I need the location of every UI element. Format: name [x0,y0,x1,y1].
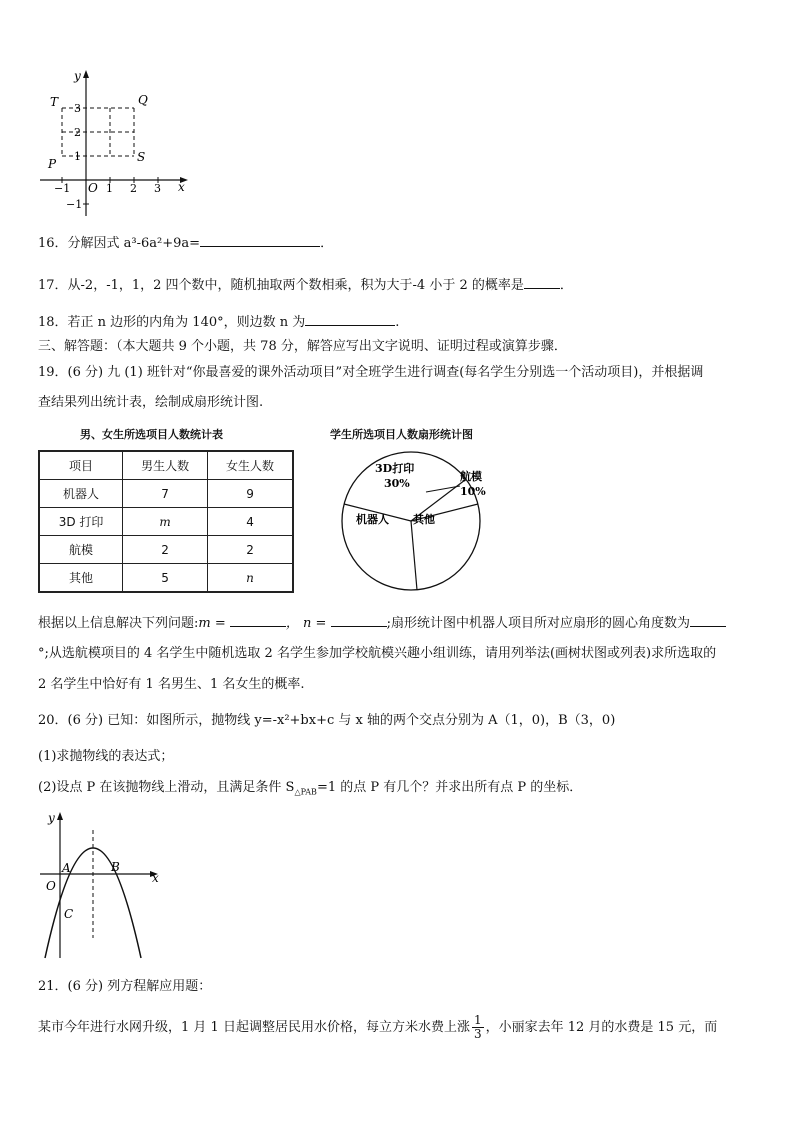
question-16 [38,232,333,254]
q21-text: ，小丽家去年 12 月的水费是 15 元，而 [485,1020,718,1035]
ask-text: ;扇形统计图中机器人项目所对应扇形的圆心角度数为 [386,616,690,631]
q20-subscript: △PAB [294,787,317,797]
table-cell: 其他 [39,564,123,593]
answer-blank[interactable] [200,232,320,247]
question-20-line2: (1)求抛物线的表达式； [38,749,174,764]
table-cell: n [208,564,293,593]
table-cell: 3D 打印 [39,508,123,536]
pie-label-hm: 航模 [460,470,482,483]
question-21-line1: 21．(6 分) 列方程解应用题： [38,979,212,994]
x-tick-2: 2 [130,182,137,195]
question-20-line1: 20．(6 分) 已知：如图所示，抛物线 y=-x²+bx+c 与 x 轴的两个交点分别为 A（1，0)，B（3，0) [38,713,616,728]
n-answer-blank[interactable] [331,612,387,627]
q20-text: =1 的点 P 有几个？并求出所有点 P 的坐标． [316,780,583,795]
table-row [39,564,293,593]
question-19-ask4: 2 名学生中恰好有 1 名男生、1 名女生的概率. [38,677,305,692]
point-a-label: A [62,861,71,875]
pie-label-robot: 机器人 [356,513,389,526]
question-20-line3 [38,778,582,803]
table-cell: 2 [208,536,293,564]
table-header: 男生人数 [123,451,208,480]
y-tick-neg1: −1 [66,198,83,211]
table-row [39,480,293,508]
y-tick-1: 1 [74,150,81,163]
pie-pct-3d: 30% [384,477,410,490]
table-header: 女生人数 [208,451,293,480]
angle-answer-blank[interactable] [690,612,726,627]
y-axis-label: y [48,811,55,825]
origin-label: O [88,181,98,195]
coordinate-figure [36,68,196,220]
y-axis-label: y [74,69,81,83]
n-label: ， n = [285,616,327,631]
x-tick-1: 1 [106,182,113,195]
table-row [39,508,293,536]
x-axis-label: x [152,871,159,885]
fraction-denominator: 3 [473,1027,482,1041]
point-q-label: Q [138,93,148,107]
question-17-text: 17．从-2，-1，1，2 四个数中，随机抽取两个数相乘，积为大于-4 小于 2 的概率是 [38,278,524,293]
table-row [39,536,293,564]
point-t-label: T [50,95,59,109]
question-19-ask [38,612,726,634]
ask-text: 根据以上信息解决下列问题: [38,616,199,631]
question-17-end: ． [559,278,573,293]
point-b-label: B [111,860,120,874]
question-19-line1: 19．(6 分) 九 (1) 班针对“你最喜爱的课外活动项目”对全班学生进行调查(每名学生分别选一个活动项目)，并根据调 [38,365,704,380]
question-19-line2: 查结果列出统计表，绘制成扇形统计图. [38,395,264,410]
table-title: 男、女生所选项目人数统计表 [80,428,223,441]
y-tick-3: 3 [74,102,81,115]
x-axis-label: x [178,180,185,194]
pie-label-other: 其他 [413,513,435,526]
table-header-row [39,451,293,480]
question-21-line2 [38,1013,717,1043]
question-16-end: ． [320,236,334,251]
question-18 [38,311,399,333]
x-tick-3: 3 [154,182,161,195]
parabola-figure [40,810,170,960]
m-answer-blank[interactable] [230,612,286,627]
origin-label: O [46,879,56,893]
pie-label-3d: 3D打印 [375,462,415,475]
question-17 [38,274,573,296]
section-heading: 三、解答题：（本大题共 9 个小题，共 78 分，解答应写出文字说明、证明过程或演算步骤． [38,339,567,354]
question-18-text: 18．若正 n 边形的内角为 140°，则边数 n 为 [38,315,306,330]
table-cell: m [123,508,208,536]
table-cell: 4 [208,508,293,536]
table-cell: 5 [123,564,208,593]
table-cell: 7 [123,480,208,508]
point-s-label: S [137,150,146,164]
pie-title: 学生所选项目人数扇形统计图 [330,428,473,441]
point-p-label: P [48,157,57,171]
fraction [472,1014,484,1041]
question-19-ask3: °;从选航模项目的 4 名学生中随机选取 2 名学生参加学校航模兴趣小组训练，请用列举法(画树状图或列表)求所选取的 [38,646,717,661]
question-18-end: . [395,315,400,330]
x-tick-neg1: −1 [54,182,71,195]
table-cell: 2 [123,536,208,564]
answer-blank[interactable] [305,311,395,326]
table-cell: 航模 [39,536,123,564]
q21-text: 某市今年进行水网升级，1 月 1 日起调整居民用水价格，每立方米水费上涨 [38,1020,470,1035]
q20-text: (2)设点 P 在该抛物线上滑动，且满足条件 S [38,780,295,795]
table-header: 项目 [39,451,123,480]
table-cell: 9 [208,480,293,508]
stats-table [38,450,294,593]
m-label: m = [198,616,226,631]
point-c-label: C [64,907,74,921]
y-tick-2: 2 [74,126,81,139]
table-cell: 机器人 [39,480,123,508]
answer-blank[interactable] [524,274,560,289]
question-16-text: 16．分解因式 a³-6a²+9a= [38,236,201,251]
pie-chart [338,446,508,596]
pie-pct-hm: 10% [460,485,486,498]
fraction-numerator: 1 [473,1013,482,1027]
